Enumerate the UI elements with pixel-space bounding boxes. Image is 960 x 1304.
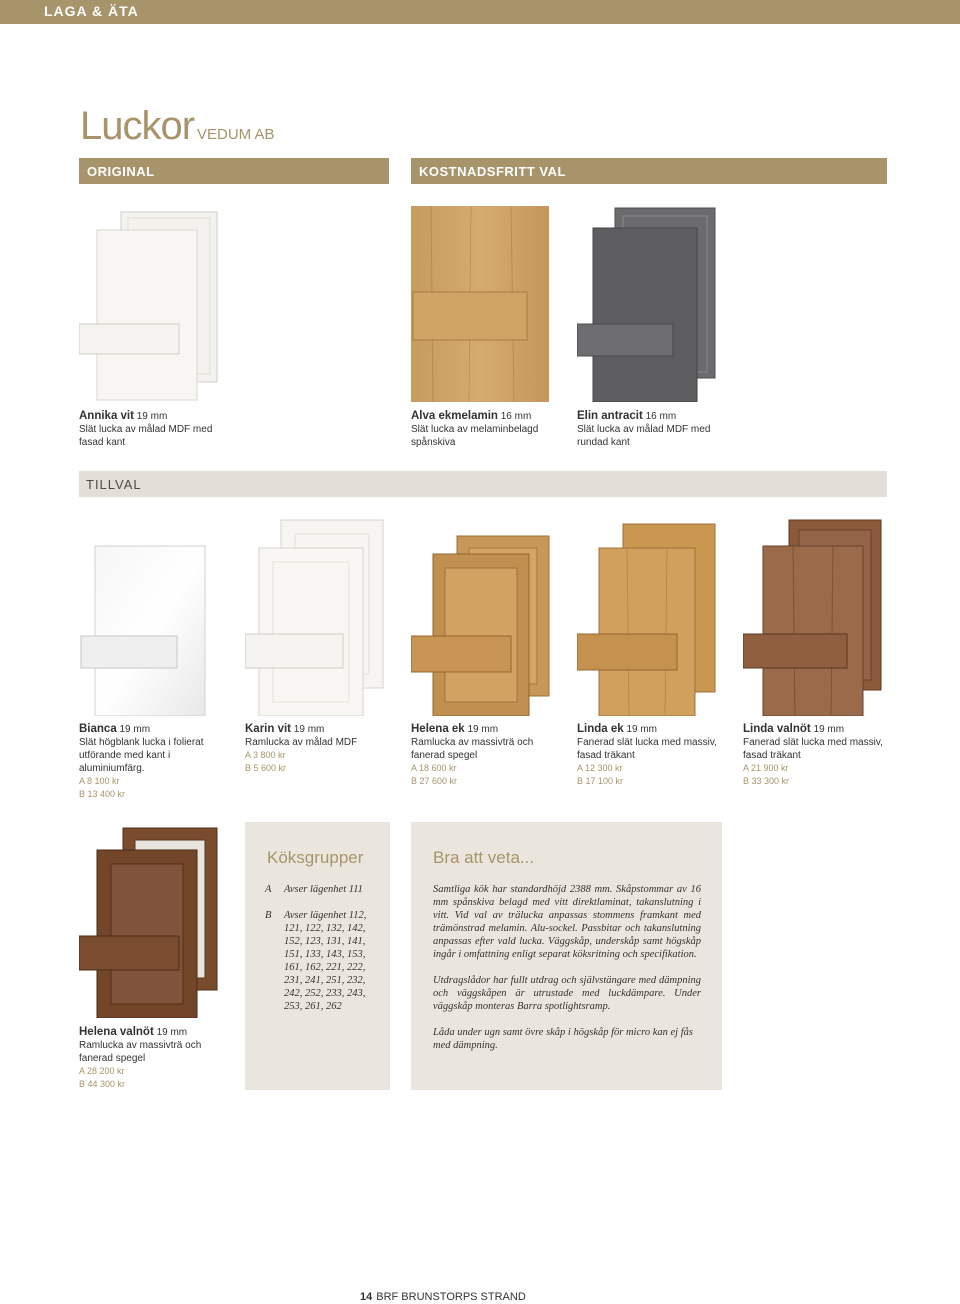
product-name: Karin vit xyxy=(245,723,292,735)
price-b: B 44 300 kr xyxy=(79,1079,126,1089)
price-a: A 28 200 kr xyxy=(79,1066,125,1076)
price-a: A 18 600 kr xyxy=(411,763,457,773)
product-desc: Ramlucka av massivträ och fanerad spegel xyxy=(79,1040,202,1064)
product-size: 19 mm xyxy=(467,724,499,735)
band-tillval-label: TILLVAL xyxy=(86,477,142,492)
product-desc: Slät högblank lucka i folierat utförande med kant i aluminiumfärg. xyxy=(79,737,204,774)
door-image-karin-vit xyxy=(245,518,385,716)
price-a: A 21 900 kr xyxy=(743,763,789,773)
product-helena-valnot xyxy=(79,1026,229,1091)
band-original-label: ORIGINAL xyxy=(87,164,155,179)
band-kostnadsfritt xyxy=(411,158,887,184)
product-alva-ekmelamin xyxy=(411,410,561,449)
price-b: B 17 100 kr xyxy=(577,776,624,786)
door-image-linda-valnot xyxy=(743,518,883,716)
price-b: B 33 300 kr xyxy=(743,776,790,786)
page-number: 14 xyxy=(360,1291,373,1303)
door-image-linda-ek xyxy=(577,518,717,716)
product-name: Annika vit xyxy=(79,410,134,422)
product-annika-vit xyxy=(79,410,229,449)
page-subtitle: VEDUM AB xyxy=(197,126,275,143)
page-title: Luckor xyxy=(80,104,195,148)
door-image-annika-vit xyxy=(79,206,219,402)
door-image-helena-ek xyxy=(411,518,551,716)
price-a: A 3 800 kr xyxy=(245,750,286,760)
bra-att-veta-p1: Samtliga kök har standardhöjd 2388 mm. Skåpstommar av 16 mm spånskiva belagd med vitt direktlaminat, takanslutning i vitt. Vid val av trälucka anpassas stommens framkant med trämönstrad melamin. Alu-sockel. Passbitar och takanslutning anpassas efter vald lucka. Väggskåp, underskåp samt högskåp ingår i omfattning enligt separat köksritning och specifikation. xyxy=(433,884,701,960)
band-original xyxy=(79,158,389,184)
product-size: 19 mm xyxy=(156,1027,188,1038)
price-a: A 12 300 kr xyxy=(577,763,623,773)
product-bianca xyxy=(79,723,229,801)
group-b-text: Avser lägenhet 112, 121, 122, 132, 142, 152, 123, 131, 141, 151, 133, 143, 153, 161, 162, 221, 222, 231, 241, 251, 232, 242, 252, 233, 243, 253, 261, 262 xyxy=(284,910,367,1012)
product-size: 19 mm xyxy=(813,724,845,735)
door-image-helena-valnot xyxy=(79,826,219,1018)
product-desc: Ramlucka av massivträ och fanerad spegel xyxy=(411,737,534,761)
bra-att-veta-box xyxy=(411,822,722,1090)
product-elin-antracit xyxy=(577,410,727,449)
product-desc: Slät lucka av målad MDF med fasad kant xyxy=(79,424,213,448)
product-linda-valnot xyxy=(743,723,893,788)
product-linda-ek xyxy=(577,723,727,788)
product-karin-vit xyxy=(245,723,395,775)
product-desc: Slät lucka av melaminbelagd spånskiva xyxy=(411,424,539,448)
publication-name: BRF BRUNSTORPS STRAND xyxy=(376,1291,526,1303)
section-label: LAGA & ÄTA xyxy=(44,3,139,19)
band-tillval xyxy=(79,471,887,497)
price-b: B 27 600 kr xyxy=(411,776,458,786)
product-desc: Fanerad slät lucka med massiv, fasad träkant xyxy=(577,737,717,761)
product-size: 16 mm xyxy=(500,411,532,422)
koksgrupper-heading: Köksgrupper xyxy=(267,848,364,867)
product-name: Elin antracit xyxy=(577,410,643,422)
product-name: Alva ekmelamin xyxy=(411,410,498,422)
product-name: Helena valnöt xyxy=(79,1026,154,1038)
price-b: B 13 400 kr xyxy=(79,789,126,799)
product-desc: Fanerad slät lucka med massiv, fasad träkant xyxy=(743,737,883,761)
product-size: 19 mm xyxy=(626,724,657,735)
product-desc: Slät lucka av målad MDF med rundad kant xyxy=(577,424,711,448)
door-image-alva-ekmelamin xyxy=(411,206,551,402)
product-desc: Ramlucka av målad MDF xyxy=(245,737,358,748)
product-size: 19 mm xyxy=(136,411,168,422)
section-header-bar xyxy=(0,0,960,24)
price-a: A 8 100 kr xyxy=(79,776,120,786)
product-size: 19 mm xyxy=(293,724,325,735)
product-name: Linda valnöt xyxy=(743,723,811,735)
group-a-text: Avser lägenhet 111 xyxy=(284,884,363,895)
product-size: 16 mm xyxy=(645,411,677,422)
group-b-letter: B xyxy=(265,910,272,921)
bra-att-veta-p3: Låda under ugn samt övre skåp i högskåp för micro kan ej fås med dämpning. xyxy=(433,1027,693,1051)
band-kostnadsfritt-label: KOSTNADSFRITT VAL xyxy=(419,164,566,179)
door-image-elin-antracit xyxy=(577,206,717,402)
door-image-bianca xyxy=(79,518,219,716)
bra-att-veta-heading: Bra att veta... xyxy=(433,848,535,867)
group-a-letter: A xyxy=(265,884,272,895)
koksgrupper-box xyxy=(245,822,390,1090)
product-size: 19 mm xyxy=(119,724,151,735)
product-name: Helena ek xyxy=(411,723,465,735)
product-name: Linda ek xyxy=(577,723,624,735)
bra-att-veta-p2: Utdragslådor har fullt utdrag och självstängare med dämpning och väggskåpen är utrustade med luckdämpare. Under väggskåp monteras Barra spotlightsramp. xyxy=(433,975,701,1012)
product-name: Bianca xyxy=(79,723,117,735)
price-b: B 5 600 kr xyxy=(245,763,287,773)
product-helena-ek xyxy=(411,723,561,788)
page-footer xyxy=(360,1291,526,1303)
